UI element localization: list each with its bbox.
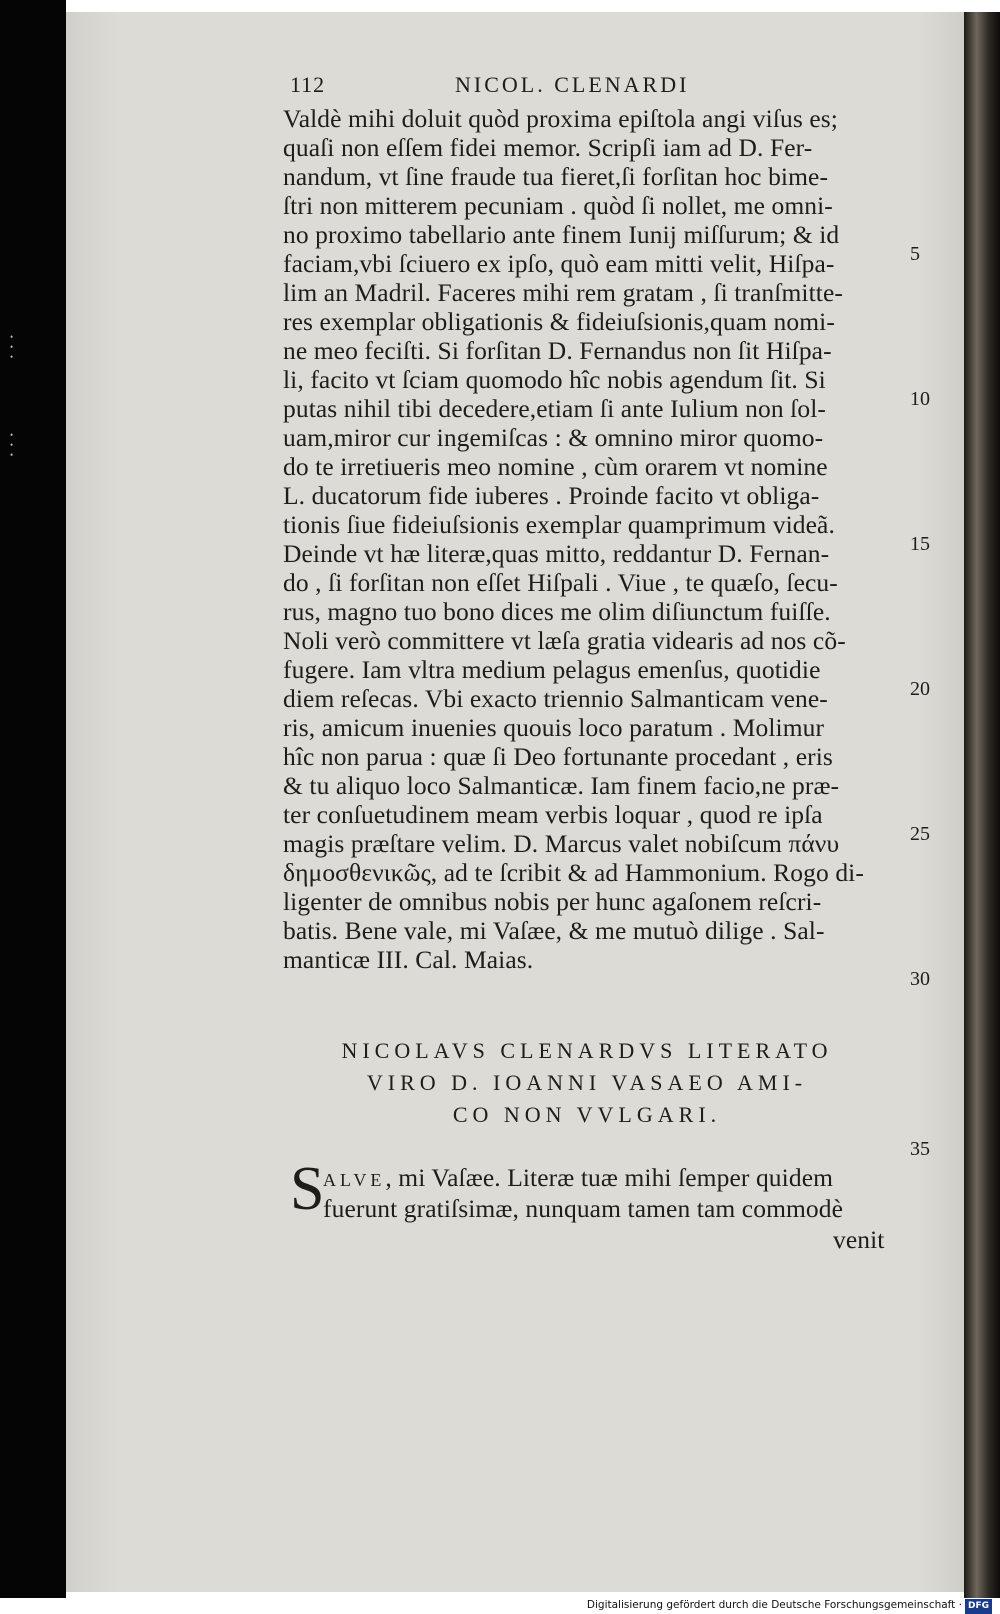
letter-title-line: CO NON VVLGARI.	[452, 1102, 722, 1127]
text-line: li, facito vt ſciam quomodo hîc nobis agendum ſit. Si	[283, 365, 826, 394]
catchword: venit	[833, 1225, 885, 1254]
text-line: rus, magno tuo bono dices me olim diſiunctum fuiſſe.	[283, 597, 831, 626]
dfg-logo: DFG	[965, 1599, 992, 1614]
letter-first-line	[323, 1163, 833, 1195]
text-line: Valdè mihi doluit quòd proxima epiſtola angi viſus es;	[283, 104, 838, 133]
background-dots: • • •	[10, 332, 34, 362]
text-line: δημοσθενικῶς, ad te ſcribit & ad Hammonium. Rogo di-	[283, 858, 864, 887]
line-number: 35	[910, 1138, 930, 1160]
text-line: lim an Madril. Faceres mihi rem gratam , ſi tranſmitte-	[283, 278, 843, 307]
line-number: 15	[910, 533, 930, 555]
letter-second-line: fuerunt gratiſsimæ, nunquam tamen tam commodè	[323, 1194, 844, 1223]
line-number: 5	[910, 243, 920, 265]
letter-title-line: NICOLAVS CLENARDVS LITERATO	[341, 1038, 833, 1063]
text-line: ſtri non mitterem pecuniam . quòd ſi nollet, me omni-	[283, 191, 833, 220]
text-line: uam,miror cur ingemiſcas : & omnino miror quomo-	[283, 423, 824, 452]
text-line: L. ducatorum fide iuberes . Proinde facito vt obliga-	[283, 481, 820, 510]
text-line: Noli verò committere vt læſa gratia videaris ad nos cõ-	[283, 626, 846, 655]
running-title: NICOL. CLENARDI	[455, 72, 690, 97]
smallcaps-word: ALVE	[323, 1170, 386, 1190]
letter-first-line-rest: , mi Vaſæe. Literæ tuæ mihi ſemper quidem	[385, 1163, 834, 1192]
text-line: quaſi non eſſem fidei memor. Scripſi iam ad D. Fer-	[283, 133, 813, 162]
drop-cap: S	[290, 1155, 325, 1223]
text-line: tionis ſiue fideiuſsionis exemplar quamprimum videã.	[283, 510, 835, 539]
text-line: hîc non parua : quæ ſi Deo fortunante procedant , eris	[283, 742, 833, 771]
text-line: do , ſi forſitan non eſſet Hiſpali . Viue , te quæſo, ſecu-	[283, 568, 838, 597]
text-line: fugere. Iam vltra medium pelagus emenſus, quotidie	[283, 655, 821, 684]
background-dots: • • •	[10, 430, 34, 460]
text-line: diem reſecas. Vbi exacto triennio Salmanticam vene-	[283, 684, 828, 713]
scan-left-background	[0, 0, 66, 1598]
text-line: no proximo tabellario ante finem Iunij miſſurum; & id	[283, 220, 840, 249]
line-number: 20	[910, 678, 930, 700]
line-number: 10	[910, 388, 930, 410]
line-number: 25	[910, 823, 930, 845]
text-line: ne meo feciſti. Si forſitan D. Fernandus non ſit Hiſpa-	[283, 336, 832, 365]
text-line: nandum, vt ſine fraude tua fieret,ſi forſitan hoc bime-	[283, 162, 829, 191]
line-number: 30	[910, 968, 930, 990]
text-line: & tu aliquo loco Salmanticæ. Iam finem facio,ne præ-	[283, 771, 840, 800]
text-line: res exemplar obligationis & fideiuſsionis,quam nomi-	[283, 307, 835, 336]
text-line: ligenter de omnibus nobis per hunc agaſonem reſcri-	[283, 887, 822, 916]
letter-title-line: VIRO D. IOANNI VASAEO AMI-	[366, 1070, 808, 1095]
digitization-credit	[587, 1598, 992, 1614]
text-line: do te irretiueris meo nomine , cùm orarem vt nomine	[283, 452, 828, 481]
page-number: 112	[290, 72, 326, 97]
credit-text: Digitalisierung gefördert durch die Deutsche Forschungsgemeinschaft ·	[586, 1599, 962, 1611]
text-line: Deinde vt hæ literæ,quas mitto, reddantur D. Fernan-	[283, 539, 830, 568]
text-line: manticæ III. Cal. Maias.	[283, 945, 534, 974]
text-line: ris, amicum inuenies quouis loco paratum . Molimur	[283, 713, 825, 742]
text-line: faciam,vbi ſciuero ex ipſo, quò eam mitti velit, Hiſpa-	[283, 249, 835, 278]
page-right-edge	[964, 12, 1000, 1598]
text-line: magis præſtare velim. D. Marcus valet nobiſcum πάνυ	[283, 829, 840, 858]
text-line: ter conſuetudinem meam verbis loquar , quod re ipſa	[283, 800, 823, 829]
text-line: putas nihil tibi decedere,etiam ſi ante Iulium non ſol-	[283, 394, 826, 423]
text-line: batis. Bene vale, mi Vaſæe, & me mutuò dilige . Sal-	[283, 916, 825, 945]
